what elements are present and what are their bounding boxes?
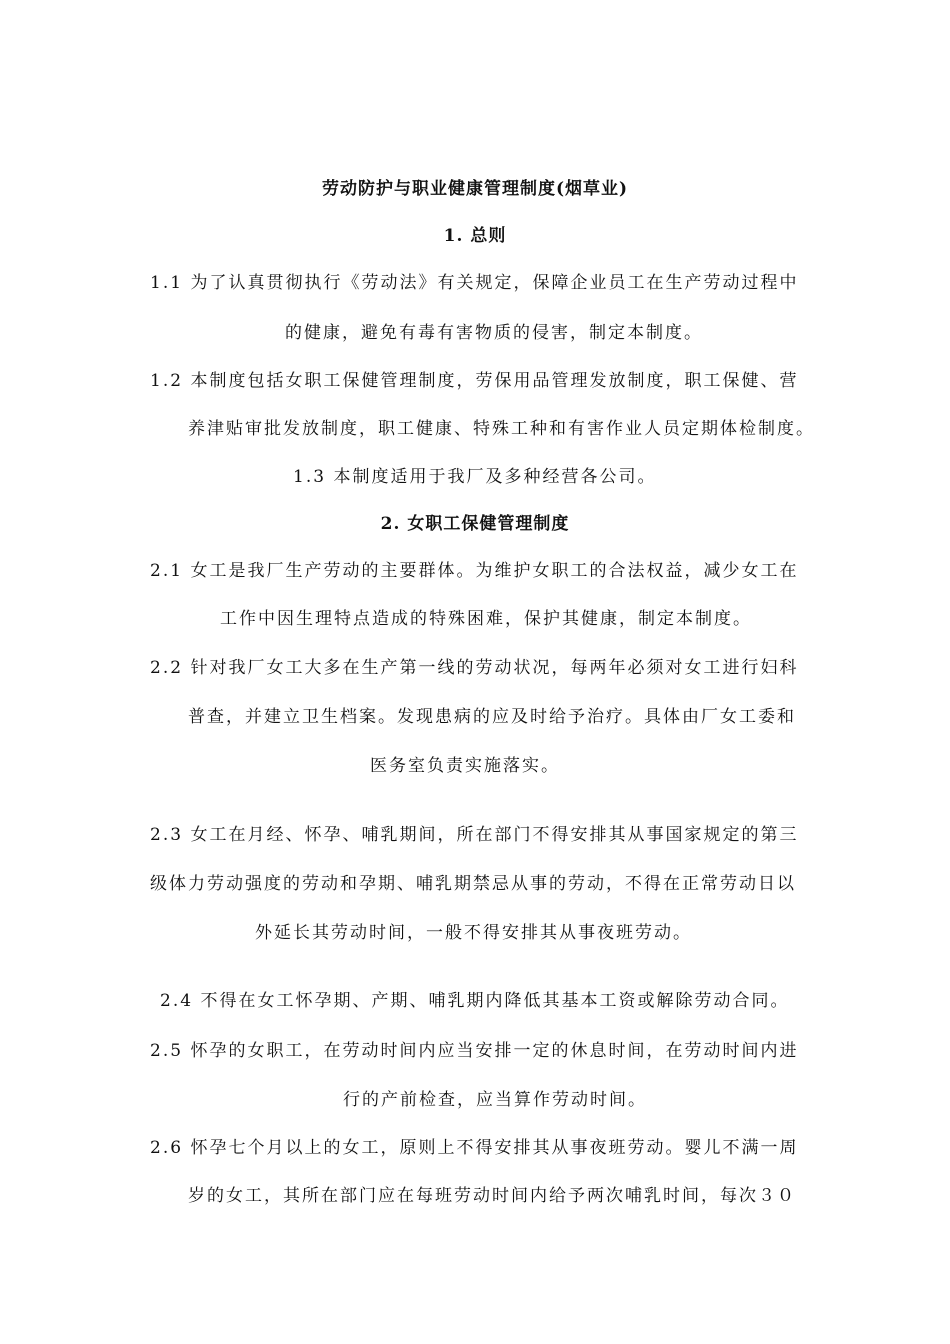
section-heading-female-health: 2. 女职工保健管理制度: [380, 514, 570, 534]
paragraph-2-4-line-1: 2.4 不得在女工怀孕期、产期、哺乳期内降低其基本工资或解除劳动合同。: [160, 991, 790, 1011]
paragraph-1-1-line-1: 1.1 为了认真贯彻执行《劳动法》有关规定，保障企业员工在生产劳动过程中: [150, 273, 799, 293]
paragraph-2-2-line-1: 2.2 针对我厂女工大多在生产第一线的劳动状况，每两年必须对女工进行妇科: [150, 658, 799, 678]
paragraph-2-6-line-1: 2.6 怀孕七个月以上的女工，原则上不得安排其从事夜班劳动。婴儿不满一周: [150, 1138, 799, 1158]
paragraph-2-1-line-1: 2.1 女工是我厂生产劳动的主要群体。为维护女职工的合法权益，减少女工在: [150, 561, 799, 581]
paragraph-2-5-line-2: 行的产前检查，应当算作劳动时间。: [343, 1090, 647, 1110]
paragraph-2-3-line-2: 级体力劳动强度的劳动和孕期、哺乳期禁忌从事的劳动，不得在正常劳动日以: [150, 874, 796, 894]
document-title: 劳动防护与职业健康管理制度(烟草业): [321, 179, 629, 199]
paragraph-1-2-line-1: 1.2 本制度包括女职工保健管理制度，劳保用品管理发放制度，职工保健、营: [150, 371, 799, 391]
paragraph-2-3-line-3: 外延长其劳动时间，一般不得安排其从事夜班劳动。: [255, 923, 692, 943]
paragraph-2-6-line-2: 岁的女工，其所在部门应在每班劳动时间内给予两次哺乳时间，每次３０: [188, 1186, 796, 1206]
paragraph-2-3-line-1: 2.3 女工在月经、怀孕、哺乳期间，所在部门不得安排其从事国家规定的第三: [150, 825, 799, 845]
paragraph-1-1-line-2: 的健康，避免有毒有害物质的侵害，制定本制度。: [285, 323, 703, 343]
paragraph-2-2-line-2: 普查，并建立卫生档案。发现患病的应及时给予治疗。具体由厂女工委和: [188, 707, 796, 727]
paragraph-2-1-line-2: 工作中因生理特点造成的特殊困难，保护其健康，制定本制度。: [220, 609, 752, 629]
paragraph-1-2-line-2: 养津贴审批发放制度，职工健康、特殊工种和有害作业人员定期体检制度。: [188, 419, 815, 439]
paragraph-2-2-line-3: 医务室负责实施落实。: [370, 756, 560, 776]
paragraph-2-5-line-1: 2.5 怀孕的女职工，在劳动时间内应当安排一定的休息时间，在劳动时间内进: [150, 1041, 799, 1061]
section-heading-general: 1. 总则: [443, 226, 507, 246]
paragraph-1-3-line-1: 1.3 本制度适用于我厂及多种经营各公司。: [293, 467, 657, 487]
